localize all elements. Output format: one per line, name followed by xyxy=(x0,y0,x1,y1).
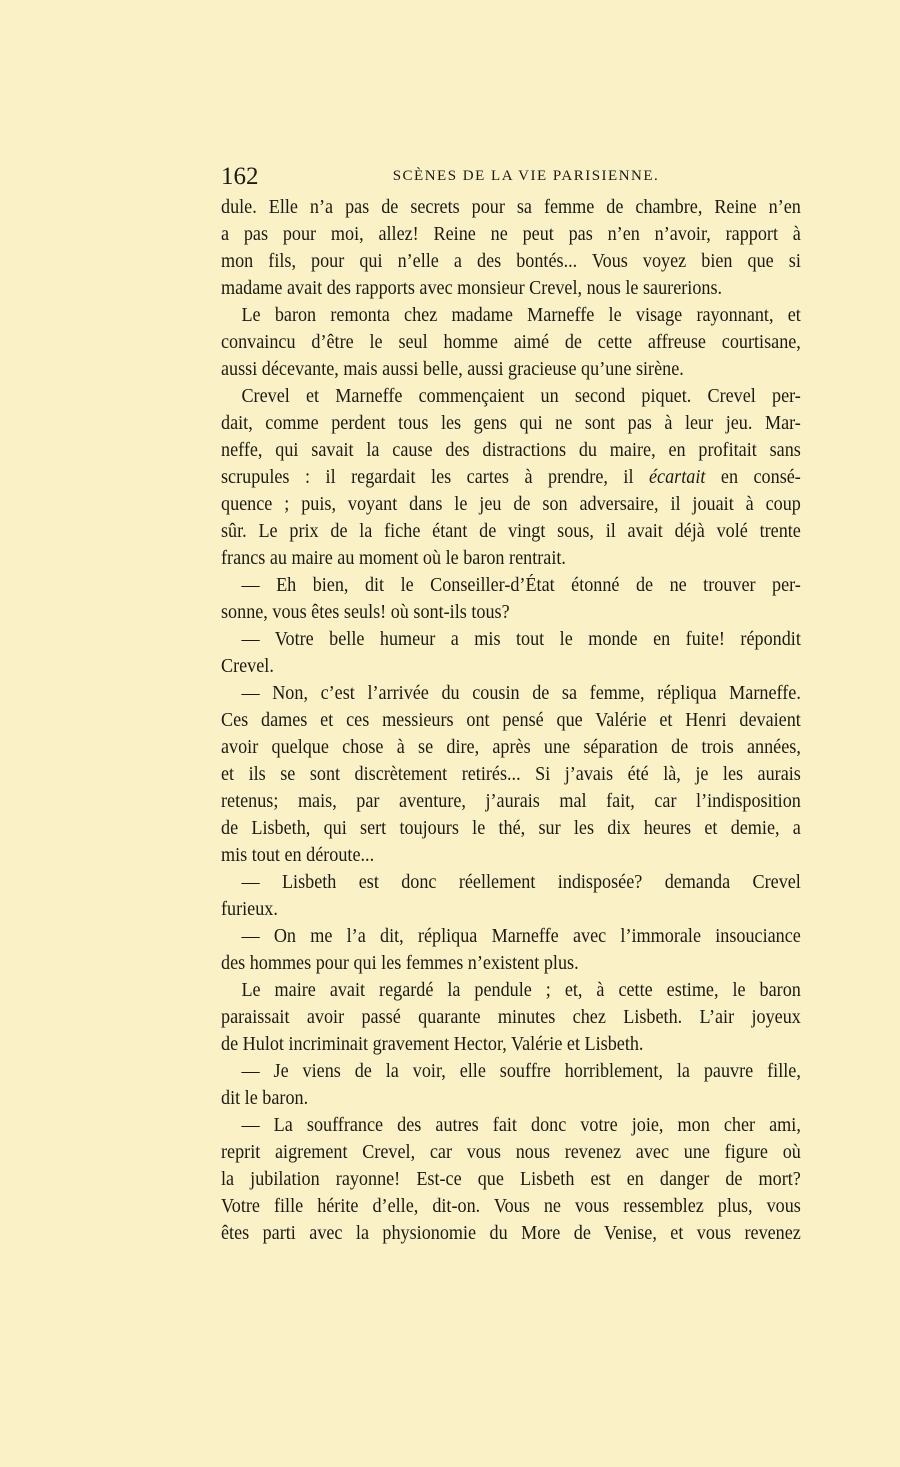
text-line: de Hulot incriminait gravement Hector, Valérie et Lisbeth. xyxy=(221,1034,644,1055)
text-line: Votre fille hérite d’elle, dit-on. Vous ne vous ressemblez plus, vous xyxy=(221,1196,801,1217)
text-line: Le maire avait regardé la pendule ; et, à cette estime, le baron xyxy=(241,980,801,1001)
text-line: mon fils, pour qui n’elle a des bontés... Vous voyez bien que si xyxy=(221,251,801,272)
text-line: avoir quelque chose à se dire, après une séparation de trois années, xyxy=(221,737,801,758)
text-line: quence ; puis, voyant dans le jeu de son adversaire, il jouait à coup xyxy=(221,494,801,515)
text-line: sûr. Le prix de la fiche étant de vingt sous, il avait déjà volé trente xyxy=(221,521,801,542)
text-line: et ils se sont discrètement retirés... Si j’avais été là, je les aurais xyxy=(221,764,801,785)
page-body-text xyxy=(221,194,801,1247)
text-line: furieux. xyxy=(221,899,278,920)
running-title: SCÈNES DE LA VIE PARISIENNE. xyxy=(392,168,660,184)
text-line: scrupules : il regardait les cartes à prendre, il écartait en consé- xyxy=(221,467,801,488)
italic-word: écartait xyxy=(648,467,706,488)
text-line: — Non, c’est l’arrivée du cousin de sa femme, répliqua Marneffe. xyxy=(241,683,801,704)
text-line: sonne, vous êtes seuls! où sont-ils tous? xyxy=(221,602,510,623)
text-line: Le baron remonta chez madame Marneffe le visage rayonnant, et xyxy=(241,305,801,326)
page-number: 162 xyxy=(221,163,259,190)
page-header xyxy=(221,163,801,191)
text-line: dule. Elle n’a pas de secrets pour sa femme de chambre, Reine n’en xyxy=(221,197,801,218)
text-line: — Votre belle humeur a mis tout le monde en fuite! répondit xyxy=(241,629,801,650)
text-line: Crevel. xyxy=(221,656,274,677)
text-line: des hommes pour qui les femmes n’existent plus. xyxy=(221,953,579,974)
text-line: paraissait avoir passé quarante minutes chez Lisbeth. L’air joyeux xyxy=(221,1007,801,1028)
text-line: Crevel et Marneffe commençaient un second piquet. Crevel per- xyxy=(241,386,801,407)
text-line: dit le baron. xyxy=(221,1088,309,1109)
text-line: mis tout en déroute... xyxy=(221,845,375,866)
text-line: reprit aigrement Crevel, car vous nous revenez avec une figure où xyxy=(221,1142,801,1163)
text-line: — On me l’a dit, répliqua Marneffe avec l’immorale insouciance xyxy=(241,926,801,947)
text-line: neffe, qui savait la cause des distractions du maire, en profitait sans xyxy=(221,440,801,461)
text-line: dait, comme perdent tous les gens qui ne sont pas à leur jeu. Mar- xyxy=(221,413,801,434)
text-line: — Lisbeth est donc réellement indisposée? demanda Crevel xyxy=(241,872,801,893)
text-line: retenus; mais, par aventure, j’aurais mal fait, car l’indisposition xyxy=(221,791,801,812)
text-line: de Lisbeth, qui sert toujours le thé, sur les dix heures et demie, a xyxy=(221,818,801,839)
text-line: — Je viens de la voir, elle souffre horriblement, la pauvre fille, xyxy=(241,1061,801,1082)
text-line: aussi décevante, mais aussi belle, aussi gracieuse qu’une sirène. xyxy=(221,359,684,380)
text-line: a pas pour moi, allez! Reine ne peut pas n’en n’avoir, rapport à xyxy=(221,224,801,245)
text-line: madame avait des rapports avec monsieur Crevel, nous le saurerions. xyxy=(221,278,723,299)
text-line: — Eh bien, dit le Conseiller-d’État étonné de ne trouver per- xyxy=(241,575,801,596)
text-line: — La souffrance des autres fait donc votre joie, mon cher ami, xyxy=(241,1115,801,1136)
text-line: francs au maire au moment où le baron rentrait. xyxy=(221,548,566,569)
text-line: la jubilation rayonne! Est-ce que Lisbeth est en danger de mort? xyxy=(221,1169,801,1190)
text-line: convaincu d’être le seul homme aimé de cette affreuse courtisane, xyxy=(221,332,801,353)
text-line: Ces dames et ces messieurs ont pensé que Valérie et Henri devaient xyxy=(221,710,801,731)
text-line: êtes parti avec la physionomie du More de Venise, et vous revenez xyxy=(221,1223,801,1244)
